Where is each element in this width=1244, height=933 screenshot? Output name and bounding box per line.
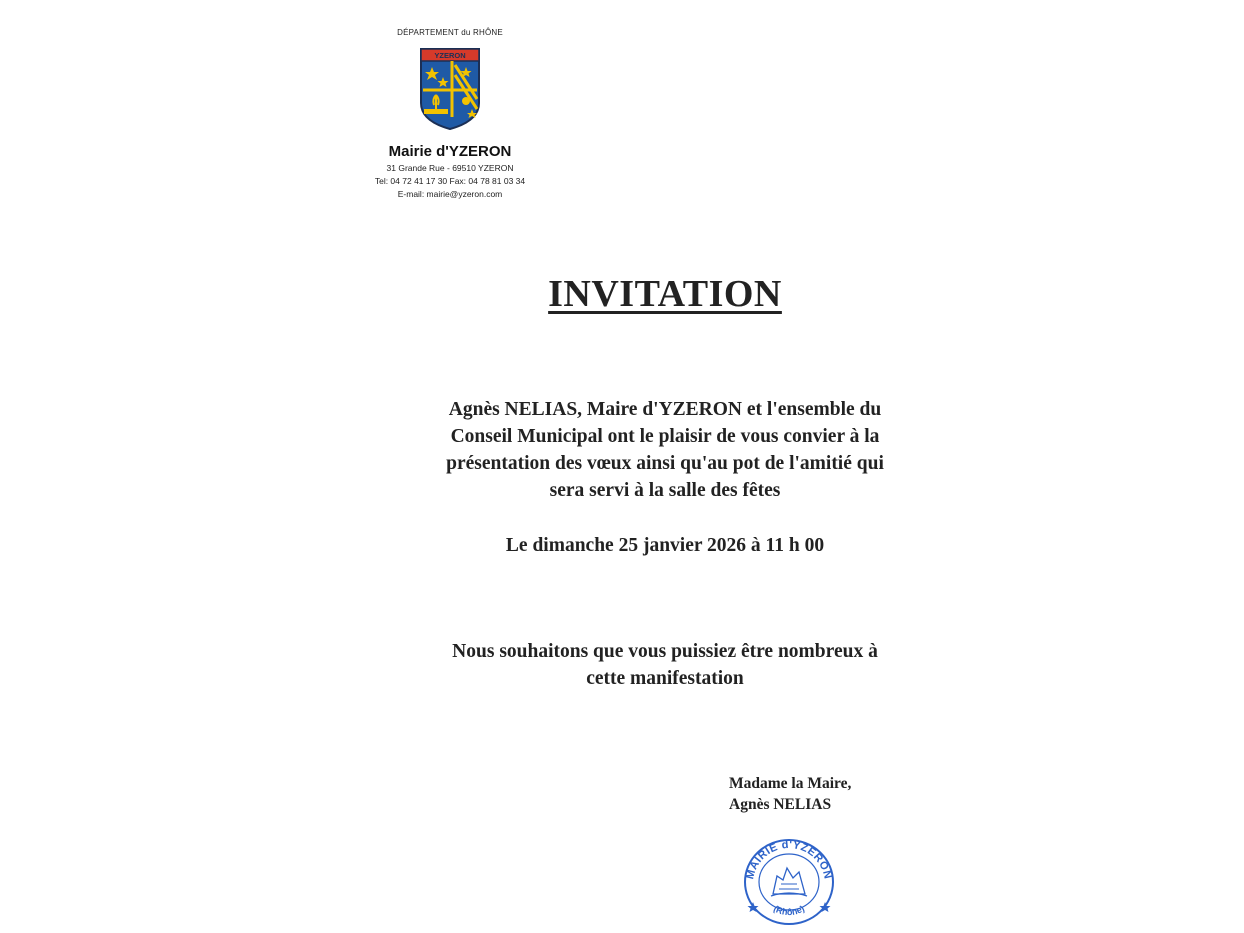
invitation-title-text: INVITATION bbox=[548, 273, 782, 315]
paragraph-line: présentation des vœux ainsi qu'au pot de l'amitié qui bbox=[446, 453, 884, 474]
svg-text:(Rhône) bbox=[772, 903, 806, 917]
email-line: E-mail: mairie@yzeron.com bbox=[397, 189, 503, 199]
paragraph-line: Agnès NELIAS, Maire d'YZERON et l'ensemble du bbox=[448, 399, 882, 420]
event-date: Le dimanche 25 janvier 2026 à 11 h 00 bbox=[505, 535, 825, 556]
signature-block bbox=[729, 773, 851, 815]
mairie-name: Mairie d'YZERON bbox=[388, 143, 512, 160]
paragraph-line: sera servi à la salle des fêtes bbox=[549, 480, 781, 501]
signature-name: Agnès NELIAS bbox=[729, 796, 832, 813]
department-label: DÉPARTEMENT du RHÔNE bbox=[397, 28, 503, 37]
crest-banner-text: YZERON bbox=[434, 51, 466, 60]
official-stamp-icon bbox=[741, 836, 837, 928]
closing-line: Nous souhaitons que vous puissiez être nombreux à bbox=[452, 641, 878, 662]
address-line: 31 Grande Rue - 69510 YZERON bbox=[386, 163, 514, 173]
signature-title: Madame la Maire, bbox=[729, 775, 852, 792]
stamp-bottom-text: (Rhône) bbox=[771, 903, 807, 918]
letterhead bbox=[340, 28, 560, 201]
coat-of-arms-icon bbox=[419, 47, 481, 131]
invitation-title bbox=[0, 272, 1244, 316]
closing-line: cette manifestation bbox=[586, 668, 744, 689]
stamp-top-text: MAIRIE d'YZERON bbox=[744, 838, 834, 881]
invitation-paragraph bbox=[405, 396, 925, 504]
paragraph-line: Conseil Municipal ont le plaisir de vous convier à la bbox=[450, 426, 880, 447]
svg-text:MAIRIE d'YZERON bbox=[744, 839, 834, 881]
closing-paragraph bbox=[405, 638, 925, 692]
phone-fax-line: Tel: 04 72 41 17 30 Fax: 04 78 81 03 34 bbox=[374, 176, 526, 186]
